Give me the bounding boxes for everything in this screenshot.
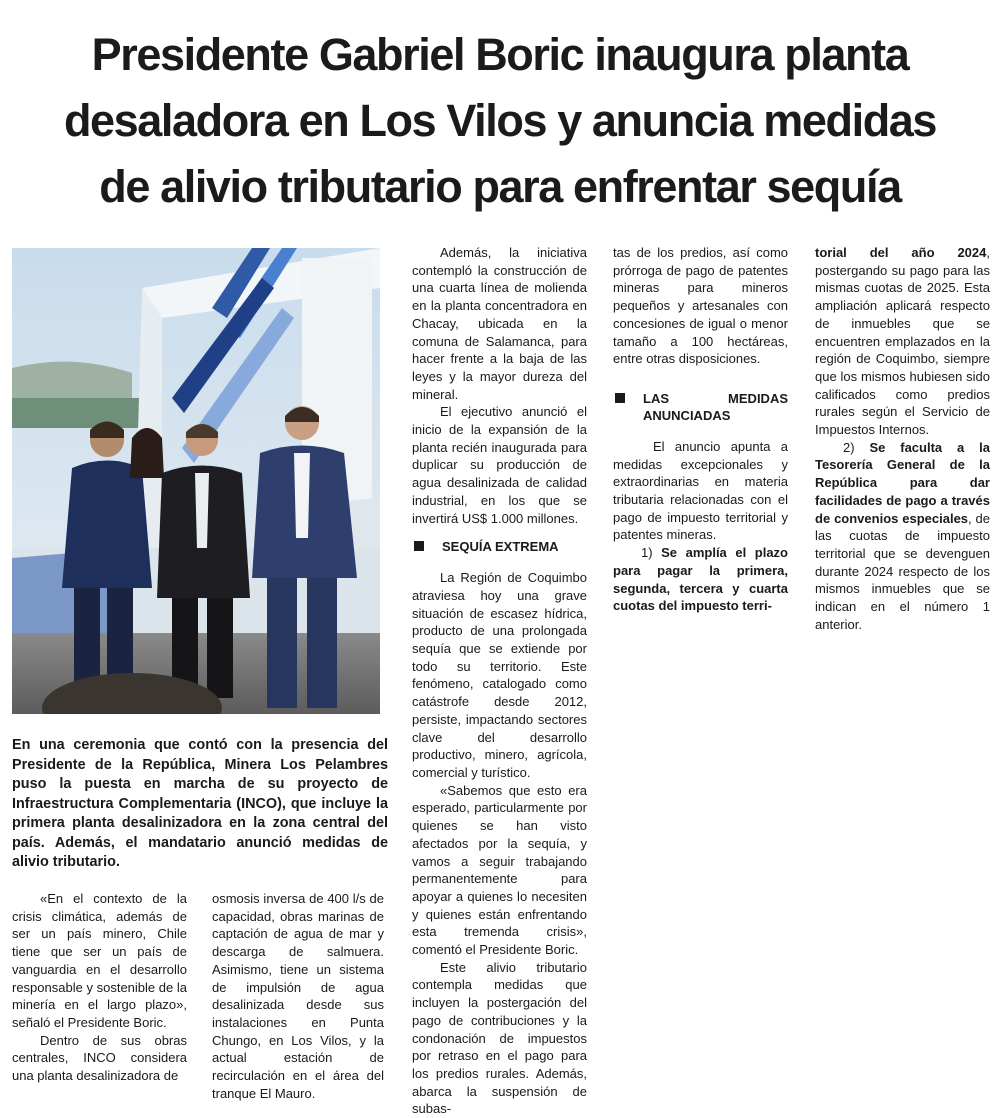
list-number: 2): [843, 439, 855, 455]
photo-caption: En una ceremonia que contó con la presencia del Presidente de la República, Minera Los Pelambres puso la puesta en marcha de su proyecto de Infraestructura Complementaria (INCO), que incluye la primera planta desalinizadora en la zona central del país. Además, el mandatario anunció medidas de alivio tributario.: [12, 737, 388, 870]
bold-text: Se amplía el plazo para pagar la primera, segunda, tercera y cuarta cuotas del impuesto terri-: [613, 545, 788, 614]
photo-icon: [12, 248, 380, 714]
article-column-5: [815, 244, 990, 633]
article-column-1: [12, 890, 187, 1085]
subhead-text: SEQUÍA EXTREMA: [442, 539, 559, 555]
text: , de las cuotas de impuesto territorial que se devenguen durante 2024 respecto de los mismos inmuebles que se indican en el número 1 anterior.: [815, 510, 990, 632]
headline: [30, 22, 970, 220]
paragraph: «En el contexto de la crisis climática, además de ser un país minero, Chile tiene que ser un país de vanguardia en el desarrollo responsable y sostenible de la minería en el largo plazo», señaló el Presidente Boric.: [12, 891, 187, 1030]
article-column-2: [212, 890, 384, 1102]
paragraph: El anuncio apunta a medidas excepcionales y extraordinarias en materia tributaria relacionadas con el pago de impuesto territorial y patentes mineras.: [613, 438, 788, 543]
paragraph: Además, la iniciativa contempló la construcción de una cuarta línea de molienda en la planta concentradora en Chacay, ubicada en la comuna de Salamanca, para hacer frente a la baja de las leyes y la mayor dureza del mineral.: [412, 245, 587, 402]
paragraph: [613, 544, 788, 615]
square-bullet-icon: [414, 541, 424, 551]
text: , postergando su pago para las mismas cuotas de 2025. Esta ampliación aplicará respecto de inmuebles que se encuentren emplazados en la región de Coquimbo, siempre que los mismos hubiesen sido calificados como predios rurales según el Servicio de Impuestos Internos.: [815, 245, 990, 438]
headline-line-1: Presidente Gabriel Boric inaugura planta: [91, 29, 909, 80]
article-column-4: [613, 244, 788, 615]
paragraph: Este alivio tributario contempla medidas que incluyen la postergación del pago de contribuciones y la condonación de impuestos por retraso en el pago para los predios rurales. Además, abarca la suspensión de subas-: [412, 959, 587, 1117]
paragraph: Dentro de sus obras centrales, INCO considera una planta desalinizadora de: [12, 1032, 187, 1084]
paragraph: La Región de Coquimbo atraviesa hoy una grave situación de escasez hídrica, producto de una prolongada sequía que se extiende por todo su territorio. Este fenómeno, catalogado como catástrofe desde 2012, persiste, impactando sectores clave del desarrollo productivo, minero, agrícola, comercial y turístico.: [412, 570, 587, 780]
paragraph: [815, 244, 990, 439]
bold-text: torial del año 2024: [815, 245, 987, 260]
news-photo: [12, 248, 380, 714]
headline-line-2: desaladora en Los Vilos y anuncia medidas: [63, 95, 937, 146]
section-subhead: [412, 538, 587, 555]
paragraph: [815, 439, 990, 634]
article-column-3: [412, 244, 587, 1118]
paragraph: El ejecutivo anunció el inicio de la expansión de la planta recién inaugurada para duplicar su producción de agua desalinizada de calidad industrial, en los que se invertirá US$ 1.000 millones.: [412, 404, 587, 526]
list-number: 1): [641, 545, 653, 561]
subhead-text: LAS MEDIDAS ANUNCIADAS: [643, 390, 788, 423]
headline-line-3: de alivio tributario para enfrentar sequía: [99, 161, 901, 212]
paragraph: «Sabemos que esto era esperado, particularmente por quienes se han visto afectados por la sequía, y vamos a seguir trabajando permanentemente para apoyar a quienes lo necesiten y quienes están enfrentando esta tremenda crisis», comentó el Presidente Boric.: [412, 782, 587, 958]
square-bullet-icon: [615, 393, 625, 403]
bold-text: Se faculta a la Tesorería General de la República para dar facilidades de pago a través de convenios especiales: [815, 439, 990, 526]
section-subhead: [613, 390, 788, 424]
paragraph: osmosis inversa de 400 l/s de capacidad, obras marinas de captación de agua de mar y descarga de salmuera. Asimismo, tiene un sistema de impulsión de agua desalinizada desde sus instalaciones en Punta Chungo, en Los Vilos, y la actual estación de recirculación en el área del tranque El Mauro.: [212, 891, 384, 1101]
paragraph: tas de los predios, así como prórroga de pago de patentes mineras para mineros pequeños y artesanales con concesiones de igual o menor tamaño a 100 hectáreas, entre otras disposiciones.: [613, 245, 788, 367]
